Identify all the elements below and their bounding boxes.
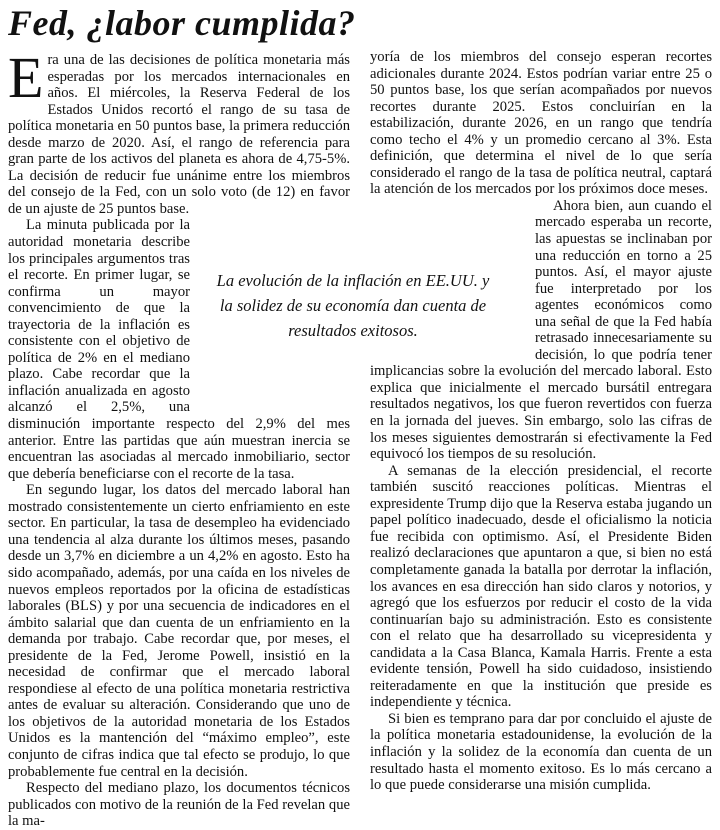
paragraph-3: En segundo lugar, los datos del mercado laboral han mostrado consistentemente un cierto enfriamiento en este sector. En particular, la tasa de desempleo ha evidenciado una tendencia al alza durante los últimos meses, pasando desde un 3,7% en diciembre a un 4,2% en agosto. Esto ha sido acompañado, además, por una caída en los niveles de nuevos empleos reportados por la oficina de estadísticas laborales (BLS) y por una secuencia de indicadores en el ámbito salarial que dan cuenta de un enfriamiento en la demanda por trabajo. Cabe recordar que, por meses, el presidente de la Fed, Jerome Powell, insistió en la necesidad de confirmar que el mercado laboral respondiese al efecto de una política monetaria restrictiva antes de evaluar su alteración. Considerando que uno de los objetivos de la autoridad monetaria de los Estados Unidos es la mantención del “máximo empleo”, este conjunto de cifras indica que tal efecto se produjo, lo que probablemente fue central en la decisión.	[8, 482, 350, 780]
paragraph-6-text: Ahora bien, aun cuando el mercado esperaba un recorte, las apuestas se inclinaban por una reducción en torno a 25 puntos. Así, el mayor ajuste fue interpretado por los agentes económicos como una señal de que la Fed había retrasado innecesariamente su decisión, lo que podría tener implicancias sobre la evolución del mercado laboral. Esto explica que inicialmente el mercado bursátil entregara resultados negativos, los que fueron revertidos con fuerza en la jornada del jueves. Sin embargo, solo las cifras de los meses siguientes demostrarán si efectivamente la Fed equivocó los tiempos de su resolución.	[370, 197, 712, 463]
drop-cap: E	[8, 45, 44, 110]
paragraph-7: A semanas de la elección presidencial, el recorte también suscitó reacciones políticas. Mientras el expresidente Trump dijo que la Reserva estaba jugando un papel político inadecuado, desde el oficialismo la noticia fue recibida con optimismo. Así, el Presidente Biden realizó declaraciones que apuntaron a que, si bien no está completamente ganada la batalla por derrotar la inflación, los avances en esa dirección han sido claros y notorios, y agregó que los esfuerzos por reducir el costo de la vida continuarían bajo su administración. Esto es consistente con el relato que ha desarrollado su vicepresidenta y candidata a la Casa Blanca, Kamala Harris. Frente a esta evidente tensión, Powell ha sido cuidadoso, insistiendo reiteradamente en que la institución que preside es independiente y técnica.	[370, 462, 712, 711]
paragraph-8: Si bien es temprano para dar por concluido el ajuste de la política monetaria estadounidense, la evolución de la inflación y la solidez de la economía dan cuenta de un resultado hasta el momento exitoso. Es lo más cercano a lo que puede considerarse una misión cumplida.	[370, 710, 712, 794]
pull-quote-text: La evolución de la inflación en EE.UU. y la solidez de su economía dan cuenta de resultados exitosos.	[216, 270, 490, 340]
paragraph-2	[8, 217, 350, 482]
left-column	[8, 45, 350, 830]
pull-quote	[213, 262, 493, 348]
right-column	[370, 49, 712, 794]
paragraph-4: Respecto del mediano plazo, los documentos técnicos publicados con motivo de la reunión de la Fed revelan que la ma-	[8, 780, 350, 830]
paragraph-2-text: La minuta publicada por la autoridad monetaria describe los principales argumentos tras el recorte. En primer lugar, se confirma un mayor convencimiento de que la trayectoria de la inflación es consistente con el objetivo de política de 2% en el mediano plazo. Cabe recordar que la inflación anualizada en agosto alcanzó el 2,5%, una disminución importante respecto del 2,9% del mes anterior. Entre las partidas que aún muestran inercia se encuentran las asociadas al mercado inmobiliario, sector que debería beneficiarse con el recorte de la tasa.	[8, 217, 350, 482]
paragraph-1	[8, 45, 350, 217]
paragraph-5: yoría de los miembros del consejo esperan recortes adicionales durante 2024. Estos podrían variar entre 25 o 50 puntos base, los que serían acompañados por nuevos recortes durante 2025. Estos concluirían en la estabilización, durante 2026, en un rango que tendría como techo el 4% y un promedio cercano al 3%. Esta definición, que determina el nivel de lo que sería considerado el rango de la tasa de política neutral, captará la atención de los mercados por los próximos doce meses.	[370, 49, 712, 198]
article-title: Fed, ¿labor cumplida?	[8, 3, 356, 43]
paragraph-1-text: ra una de las decisiones de política monetaria más esperadas por los mercados internacionales en años. El miércoles, la Reserva Federal de los Estados Unidos recortó el rango de su tasa de política monetaria en 50 puntos base, la primera reducción desde marzo de 2020. Así, el rango de referencia para gran parte de los activos del planeta es ahora de 4,75-5%. La decisión de reducir fue unánime entre los miembros del consejo de la Fed, con un solo voto (de 12) en favor de un ajuste de 25 puntos base.	[8, 52, 350, 217]
